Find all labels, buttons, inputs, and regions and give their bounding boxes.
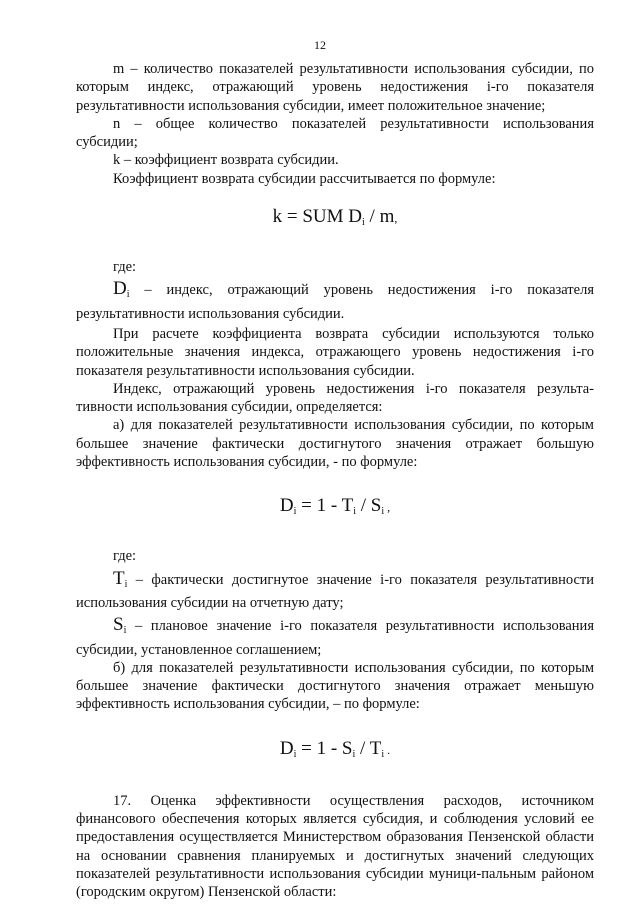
paragraph-s-definition: $S_i$ – плановое значение i-го показателя результативности использования субсидии, установленное соглашением; [76, 614, 594, 658]
formula-d-case-b: $D_i = 1 - S_i / T_i$ . [279, 737, 391, 760]
document-body [76, 60, 594, 902]
symbol-d: $D_i$ [113, 278, 130, 301]
formula-k: k = SUM $D_i$ / m, [272, 206, 398, 229]
symbol-t: $T_i$ [113, 567, 128, 590]
where-label-2: где: [113, 548, 137, 565]
paragraph-k-definition: k – коэффициент возврата субсидии. [113, 152, 339, 169]
paragraph-n-definition: n – общее количество показателей результативности использования субсидии; [76, 115, 594, 151]
where-label-1: где: [113, 259, 137, 276]
symbol-s: $S_i$ [113, 614, 127, 637]
paragraph-17: 17. Оценка эффективности осуществления расходов, источником финансового обеспечения которых является субсидия, и соблюдения условий ее предоставления осуществляется Министерством образования Пензенской области на основании сравнения планируемых и достигнутых значений следующих показателей результативности использования субсидии муници-пальным районом (городским округом) Пензенской области: [76, 792, 594, 901]
paragraph-t-definition: $T_i$ – фактически достигнутое значение i-го показателя результативности использования субсидии на отчетную дату; [76, 567, 594, 611]
paragraph-m-definition: m – количество показателей результативности использования субсидии, по которым индекс, отражающий уровень недостижения i-го показателя результативности использования субсидии, имеет положительное значение; [76, 61, 594, 114]
formula-d-case-a: $D_i = 1 - T_i / S_i$ , [279, 495, 391, 518]
paragraph-d-definition: $D_i$ – индекс, отражающий уровень недостижения i-го показателя результативности использования субсидии. [76, 278, 594, 322]
paragraph-positive-values: При расчете коэффициента возврата субсидии используются только положительные значения индекса, отражающего уровень недостижения i-го показателя результативности использования субсидии. [76, 325, 594, 379]
paragraph-formula-intro: Коэффициент возврата субсидии рассчитывается по формуле: [113, 170, 496, 187]
paragraph-case-b: б) для показателей результативности использования субсидии, по которым большее значение фактически достигнутого значения отражает меньшую эффективность использования субсидии, – по формуле: [76, 659, 594, 713]
page-number: 12 [314, 38, 326, 52]
paragraph-index-definition: Индекс, отражающий уровень недостижения i-го показателя результа-тивности использования субсидии, определяется: [76, 380, 594, 416]
paragraph-case-a: а) для показателей результативности использования субсидии, по которым большее значение фактически достигнутого значения отражает большую эффективность использования субсидии, - по формуле: [76, 417, 594, 471]
